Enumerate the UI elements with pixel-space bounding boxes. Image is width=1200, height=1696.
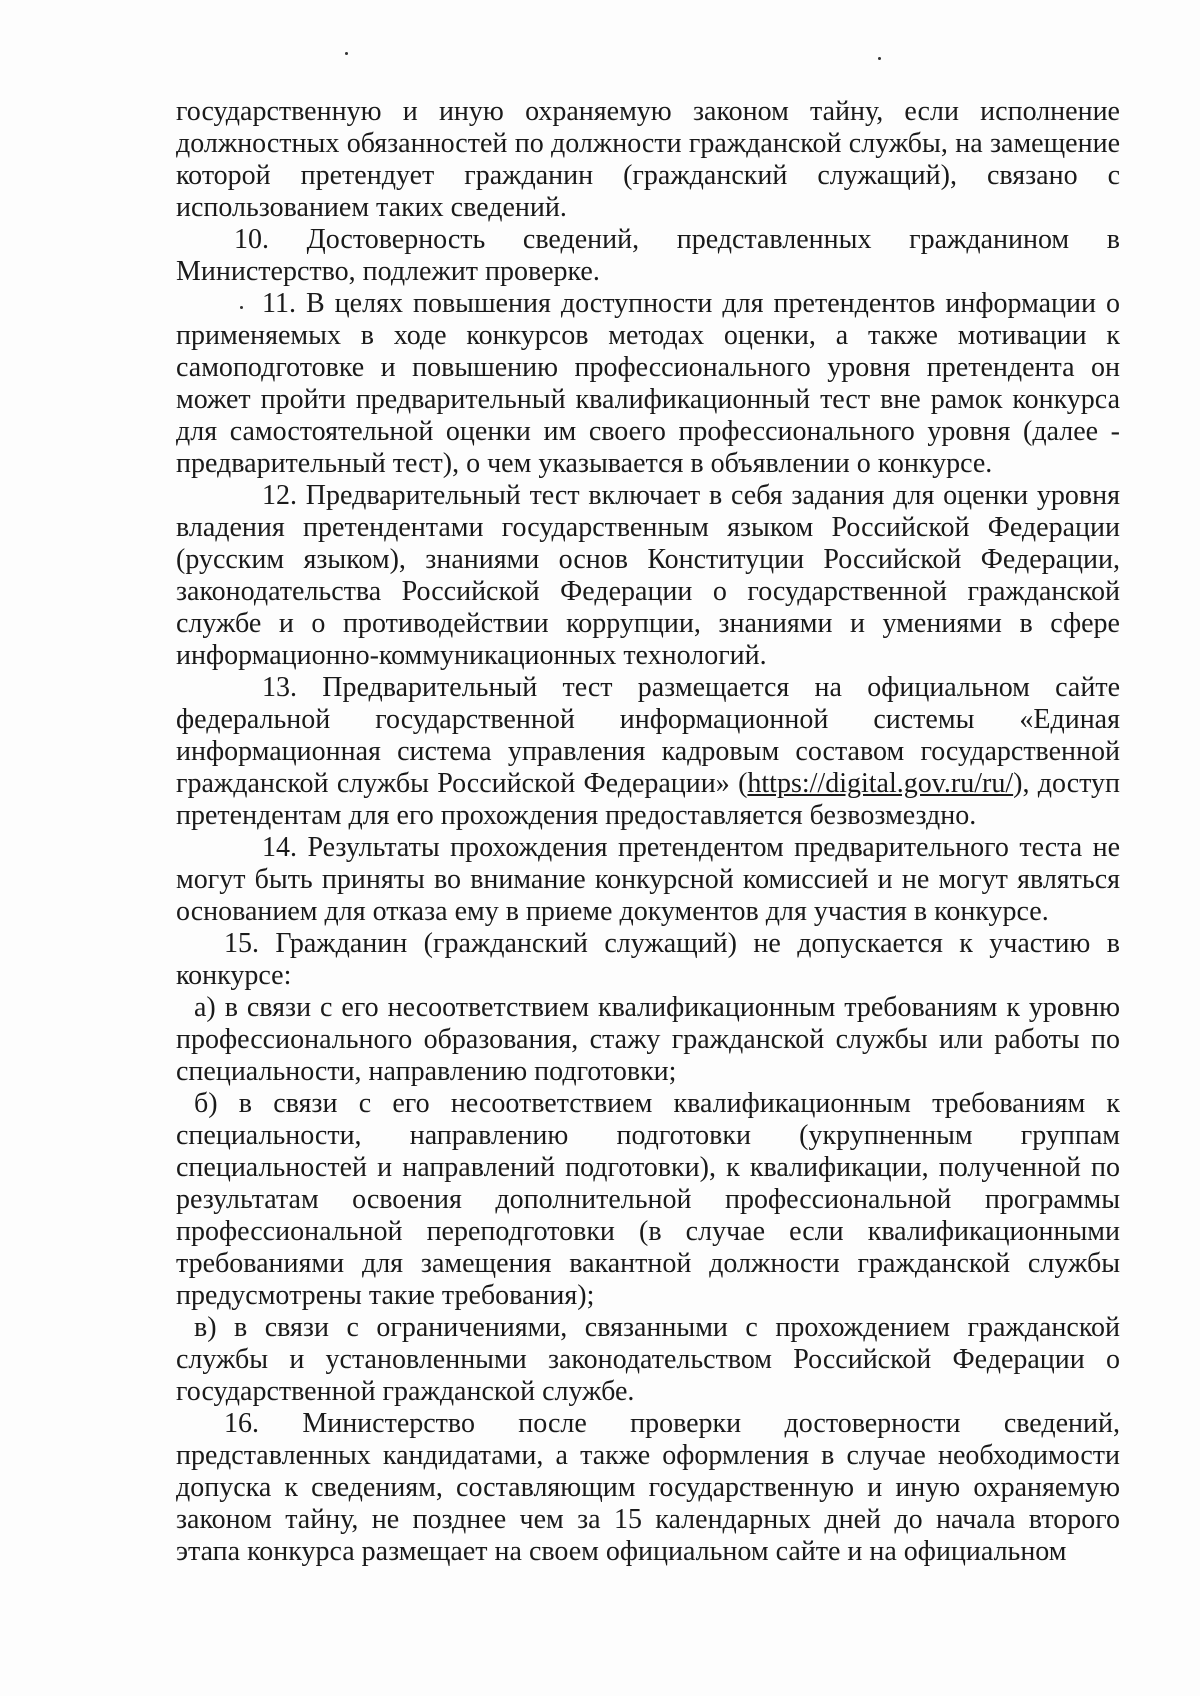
paragraph-14: 14. Результаты прохождения претендентом предварительного теста не могут быть приняты во внимание конкурсной комиссией и не могут являться основанием для отказа ему в приеме документов для участия в конкурсе. — [176, 832, 1120, 927]
paragraph-13 — [176, 672, 1120, 832]
paragraph-13-text-end: ), доступ претендентам для его прохождения предоставляется безвозмездно. — [176, 768, 1121, 831]
paragraph-15-a: а) в связи с его несоответствием квалификационным требованиям к уровню профессионального образования, стажу гражданской службы или работы по специальности, направлению подготовки; — [176, 992, 1120, 1087]
scan-speck — [345, 52, 348, 55]
paragraph-15: 15. Гражданин (гражданский служащий) не допускается к участию в конкурсе: — [176, 928, 1120, 991]
paragraph-continuation: государственную и иную охраняемую законом тайну, если исполнение должностных обязанностей по должности гражданской службы, на замещение которой претендует гражданин (гражданский служащий), связано с использованием таких сведений. — [176, 96, 1120, 223]
paragraph-12: 12. Предварительный тест включает в себя задания для оценки уровня владения претендентами государственным языком Российской Федерации (русским языком), знаниями основ Конституции Российской Федерации, законодательства Российской Федерации о государственной гражданской службе и о противодействии коррупции, знаниями и умениями в сфере информационно-коммуникационных технологий. — [176, 480, 1120, 671]
scan-speck — [878, 57, 881, 60]
document-body — [176, 96, 1120, 1568]
paragraph-15-b: б) в связи с его несоответствием квалификационным требованиям к специальности, направлению подготовки (укрупненным группам специальностей и направлений подготовки), к квалификации, полученной по результатам освоения дополнительной профессиональной программы профессиональной переподготовки (в случае если квалификационными требованиями для замещения вакантной должности гражданской службы предусмотрены такие требования); — [176, 1088, 1120, 1311]
paragraph-11: 11. В целях повышения доступности для претендентов информации о применяемых в ходе конкурсов методах оценки, а также мотивации к самоподготовке и повышению профессионального уровня претендента он может пройти предварительный квалификационный тест вне рамок конкурса для самостоятельной оценки им своего профессионального уровня (далее - предварительный тест), о чем указывается в объявлении о конкурсе. — [176, 288, 1120, 479]
paragraph-13-text-start: 13. Предварительный тест размещается на официальном сайте федеральной государственной информационной системы «Единая информационная система управления кадровым составом государственной гражданской службы Российской Федерации» ( — [176, 672, 1120, 799]
digital-gov-link[interactable]: https://digital.gov.ru/ru/ — [747, 768, 1014, 799]
paragraph-10: 10. Достоверность сведений, представленных гражданином в Министерство, подлежит проверке. — [176, 224, 1120, 287]
paragraph-15-v: в) в связи с ограничениями, связанными с прохождением гражданской службы и установленными законодательством Российской Федерации о государственной гражданской службе. — [176, 1312, 1120, 1407]
paragraph-16: 16. Министерство после проверки достоверности сведений, представленных кандидатами, а также оформления в случае необходимости допуска к сведениям, составляющим государственную и иную охраняемую законом тайну, не позднее чем за 15 календарных дней до начала второго этапа конкурса размещает на своем официальном сайте и на официальном — [176, 1408, 1120, 1567]
